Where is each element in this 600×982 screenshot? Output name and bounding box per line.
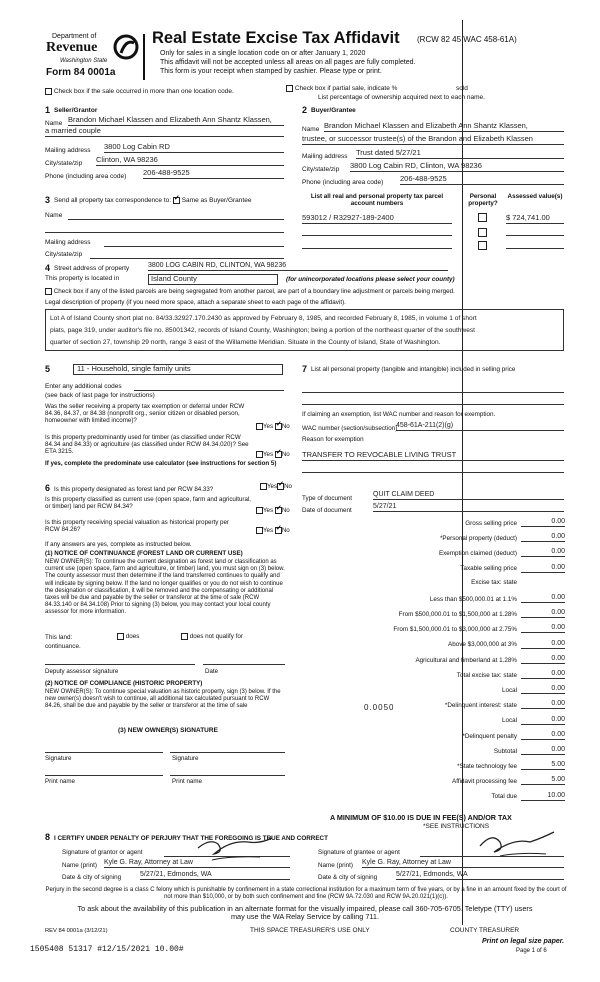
current-use-question: Is this property classified as current use (open space, farm and agricultural, or timber) land per RCW 84.34?: [45, 496, 252, 511]
county-select[interactable]: Island County: [148, 274, 278, 285]
tax-row: [300, 670, 565, 679]
deputy-date-label: Date: [205, 668, 219, 675]
seller-name-1[interactable]: Brandon Michael Klassen and Elizabeth Ann Shantz Klassen,: [68, 116, 284, 126]
seller-address-label: Mailing address: [45, 147, 91, 154]
tax-row-label: Gross selling price: [465, 519, 517, 527]
see-instructions-note: *SEE INSTRUCTIONS: [423, 823, 490, 830]
accessibility-notice: To ask about the availability of this publication in an alternate format for the visually impaired, please call 360-705-6705. Teletype (TTY) users may use the WA Relay Service by calling 711.: [77, 904, 533, 922]
additional-codes-field[interactable]: [134, 390, 284, 391]
parcel-field-3[interactable]: [302, 248, 452, 249]
s3-city-label: City/state/zip: [45, 251, 83, 258]
tax-row-value[interactable]: 0.00: [521, 746, 565, 755]
tax-row-label: From $500,000.01 to $1,500,000 at 1.28%: [398, 611, 517, 618]
dept-line: Department of: [52, 33, 97, 40]
certify-statement: I CERTIFY UNDER PENALTY OF PERJURY THAT THE FOREGOING IS TRUE AND CORRECT: [54, 835, 328, 842]
personal-property-field-1[interactable]: [302, 392, 564, 393]
tax-row: [300, 716, 565, 725]
tax-row-value[interactable]: 0.00: [521, 685, 565, 694]
grantee-name-label: Name (print): [318, 862, 353, 869]
tax-row-value[interactable]: 5.00: [521, 776, 565, 785]
segregation-label: Check box if any of the listed parcels are being segregated from another parcel, are part of a boundary line adjustment or parcels being merged.: [53, 288, 455, 296]
tax-row-label: Total excise tax: state: [456, 671, 517, 679]
q1-no-checkbox[interactable]: [275, 423, 282, 430]
yes-label: Yes: [263, 507, 274, 515]
notice1-body: NEW OWNER(S): To continue the current designation as forest land or classification as current use (open space, farm and agriculture, or timber) land, you must sign on (3) below. The county assessor must then determine if the land transferred continues to qualify and will indicate by signing below. If the land no longer qualifies or you do not wish to continue the designation or classification, it will be removed and the compensating or additional taxes will be due and payable by the seller or transferor at the time of sale (RCW 84.33.140 or 84.34.108) Prior to signing (3) below, you may contact your local county assessor for more information.: [45, 559, 285, 616]
print-legal-note: Print on legal size paper.: [482, 938, 565, 945]
segregation-checkbox[interactable]: [45, 288, 52, 295]
no-label: No: [281, 527, 290, 535]
additional-codes-label: Enter any additional codes: [45, 383, 122, 390]
buyer-heading: Buyer/Grantee: [311, 107, 356, 114]
tax-row: [300, 518, 565, 527]
does-label: does: [125, 633, 140, 641]
this-land-label: This land:: [45, 634, 73, 641]
assessed-value[interactable]: $ 724,741.00: [506, 214, 564, 224]
buyer-address-label: Mailing address: [302, 153, 348, 160]
tax-row-label: Local: [501, 717, 517, 725]
historic-question: Is this property receiving special valuation as historical property per RCW 84.26?: [45, 519, 229, 534]
no-label: No: [281, 451, 290, 459]
tax-row-value[interactable]: 0.00: [521, 700, 565, 709]
grantee-signature-label: Signature of grantee or agent: [318, 849, 400, 856]
grantor-signature-label: Signature of grantor or agent: [62, 849, 143, 856]
same-as-buyer-checkbox[interactable]: [173, 197, 180, 204]
exemption-reason[interactable]: TRANSFER TO REVOCABLE LIVING TRUST: [302, 451, 564, 461]
seller-phone-label: Phone (including area code): [45, 173, 127, 180]
tax-row-label: Exemption claimed (deduct): [438, 550, 517, 558]
document-type[interactable]: QUIT CLAIM DEED: [373, 491, 564, 500]
forest-no-checkbox[interactable]: [277, 483, 284, 490]
notice3-title: (3) NEW OWNER(S) SIGNATURE: [118, 727, 218, 734]
doc-type-label: Type of document: [302, 495, 353, 502]
legal-line-2: plats, page 319, under auditor's file no. 85001342, records of Island County, Washington; being a portion of the northeast quarter of the southwest: [50, 327, 475, 334]
reason-label: Reason for exemption: [302, 436, 364, 443]
legal-description-label: Legal description of property (if you need more space, attach a separate sheet to each page of the affidavit).: [45, 299, 346, 306]
tax-row: [300, 746, 565, 755]
no-label: No: [281, 423, 290, 431]
street-address-label: Street address of property: [54, 265, 130, 272]
tax-row-label: *State technology fee: [457, 763, 517, 770]
recording-stamp: 1505408 51317 #12/15/2021 10.00#: [30, 945, 184, 954]
tax-row-value[interactable]: 0.00: [521, 640, 565, 649]
no-label: No: [284, 483, 293, 491]
continuance-label: continuance.: [45, 643, 81, 650]
timber-note: If yes, complete the predominate use calculator (see instructions for section 5): [45, 460, 277, 467]
current-use-yes-checkbox[interactable]: [256, 507, 263, 514]
tax-row-label: Agricultural and timberland at 1.28%: [415, 656, 517, 664]
yes-label: Yes: [267, 483, 278, 491]
grantee-signature-image: [470, 826, 560, 860]
same-as-buyer-label: Same as Buyer/Grantee: [181, 197, 252, 205]
tax-row-value[interactable]: 0.00: [521, 548, 565, 557]
personal-property-field-2[interactable]: [302, 404, 564, 405]
tax-row-label: From $1,500,000.01 to $3,000,000 at 2.75%: [393, 626, 517, 634]
tax-row: [300, 640, 565, 649]
revenue-wordmark: Revenue: [46, 40, 98, 55]
buyer-phone[interactable]: 206-488-9525: [400, 175, 564, 185]
tax-row-value[interactable]: 10.00: [521, 792, 565, 801]
yes-label: Yes: [263, 451, 274, 459]
unincorporated-note: (for unincorporated locations please select your county): [286, 276, 455, 283]
checkbox[interactable]: [45, 88, 52, 95]
owner-signature-1[interactable]: [45, 752, 163, 753]
buyer-name-label: Name: [302, 126, 320, 133]
tax-row-value[interactable]: 0.00: [521, 731, 565, 740]
tax-row-label: Less than $500,000.01 at 1.1%: [429, 595, 517, 603]
minimum-fee-note: A MINIMUM OF $10.00 IS DUE IN FEE(S) AND/OR TAX: [330, 813, 512, 822]
checkbox[interactable]: [286, 85, 293, 92]
form-number: Form 84 0001a: [46, 67, 116, 78]
if-yes-note: If any answers are yes, complete as instructed below.: [45, 541, 192, 548]
rcw-reference: (RCW 82 45 WAC 458-61A): [417, 35, 517, 44]
s3-mailing-field[interactable]: [104, 246, 284, 247]
tax-row: [300, 761, 565, 770]
note-line-3: This form is your receipt when stamped by cashier. Please type or print.: [160, 68, 382, 75]
tax-row-value[interactable]: 0.00: [521, 609, 565, 618]
q1-yes-checkbox[interactable]: [256, 423, 263, 430]
sold-label: sold: [456, 85, 468, 92]
grantor-date[interactable]: 5/27/21, Edmonds, WA: [140, 871, 290, 880]
tax-row-value[interactable]: 0.00: [521, 624, 565, 633]
tax-row-value[interactable]: 0.00: [521, 564, 565, 573]
tax-row-label: Taxable selling price: [460, 565, 517, 573]
doc-date-label: Date of document: [302, 507, 352, 514]
seller-name-label: Name: [45, 120, 63, 127]
wac-number[interactable]: 458-61A-211(2)(g): [396, 422, 564, 431]
page-number: Page 1 of 6: [516, 948, 547, 954]
dor-logo-icon: [113, 34, 139, 60]
reason-field-2[interactable]: [302, 472, 564, 473]
tax-row-value[interactable]: 5.00: [521, 761, 565, 770]
does-checkbox[interactable]: [117, 633, 124, 640]
land-use-code-select[interactable]: 11 - Household, single family units: [73, 364, 283, 375]
tax-row: [300, 700, 565, 709]
legal-line-3: quarter of section 27, township 29 north, range 3 east of the Willamette Meridian. Situate in the County of Island, State of Washington.: [50, 339, 441, 346]
state-label: Washington State: [60, 58, 108, 64]
wac-label: WAC number (section/subsection): [302, 425, 398, 432]
seller-phone[interactable]: 206-488-9525: [143, 169, 284, 179]
print-name-label-2: Print name: [172, 778, 202, 785]
buyer-name-2[interactable]: trustee, or successor trustee(s) of the Brandon and Elizabeth Klassen: [302, 135, 564, 145]
buyer-name-1[interactable]: Brandon Michael Klassen and Elizabeth Ann Shantz Klassen,: [324, 122, 564, 132]
assessed-field-3[interactable]: [506, 248, 564, 249]
tax-row-value[interactable]: 0.00: [521, 594, 565, 603]
buyer-city-label: City/state/zip: [302, 166, 340, 173]
owner-signature-2[interactable]: [170, 752, 285, 753]
grantee-date[interactable]: 5/27/21, Edmonds, WA: [396, 871, 564, 880]
seller-heading: Seller/Grantor: [54, 107, 98, 114]
tax-row: [300, 792, 565, 801]
legal-description-box[interactable]: [45, 309, 564, 351]
partial-sale-check[interactable]: [286, 85, 397, 93]
deputy-signature-field[interactable]: [45, 664, 195, 665]
signature-label-1: Signature: [45, 755, 72, 762]
parcel-field-2[interactable]: [302, 235, 452, 236]
assessed-field-2[interactable]: [506, 235, 564, 236]
personal-col-header: Personal property?: [468, 193, 498, 208]
grantor-date-label: Date & city of signing: [62, 874, 122, 881]
assessed-col-header: Assessed value(s): [507, 193, 563, 200]
tax-row: [300, 624, 565, 633]
county-treasurer-label: COUNTY TREASURER: [450, 927, 520, 934]
perjury-notice: Perjury in the second degree is a class C felony which is punishable by confinement in a state correctional institution for a maximum term of five years, or by a fine in an amount fixed by the court of not more than $10,000, or by both such confinement and fine (RCW 9A.72.030 and RCW 9A.20.021(1)(c)).: [45, 887, 567, 901]
buyer-phone-label: Phone (including area code): [302, 179, 384, 186]
tax-row-label: Total due: [491, 793, 517, 801]
codes-note: (see back of last page for instructions): [45, 392, 155, 399]
notice1-title: (1) NOTICE OF CONTINUANCE (FOREST LAND OR CURRENT USE): [45, 550, 243, 557]
street-address[interactable]: 3800 LOG CABIN RD, CLINTON, WA 98236: [148, 262, 448, 271]
parcel-number[interactable]: 593012 / R32927-189-2400: [302, 214, 452, 224]
q2-no-checkbox[interactable]: [275, 451, 282, 458]
tax-row: [300, 548, 565, 557]
owner-print-2[interactable]: [170, 775, 285, 776]
seller-name-2[interactable]: a married couple: [45, 127, 284, 137]
tax-row: [300, 685, 565, 694]
tax-row-value[interactable]: 0.00: [521, 670, 565, 679]
tax-row-label: *Delinquent penalty: [462, 732, 517, 740]
list-percentage-note: List percentage of ownership acquired next to each name.: [318, 94, 485, 101]
tax-row: [300, 564, 565, 573]
tax-row-label: Subtotal: [493, 747, 517, 755]
tax-row-label: Affidavit processing fee: [452, 778, 517, 786]
tax-row-label: *Delinquent interest: state: [444, 702, 517, 710]
deputy-label: Deputy assessor signature: [45, 668, 119, 675]
grantor-name-label: Name (print): [62, 862, 97, 869]
tax-row: [300, 776, 565, 785]
personal-property-checkbox-3[interactable]: [478, 241, 487, 250]
notice2-body: NEW OWNER(S): To continue special valuation as historic property, sign (3) below. If the new owner(s) doesn't wish to continue, all additional tax calculated pursuant to RCW 84.26, shall be due and payable by the seller or transferor at the time of sale: [45, 689, 281, 710]
grantee-date-label: Date & city of signing: [318, 874, 378, 881]
note-line-2: This affidavit will not be accepted unless all areas on all pages are fully completed.: [160, 59, 416, 66]
treasurer-use-label: THIS SPACE TREASURER'S USE ONLY: [250, 927, 370, 934]
tax-row: [300, 533, 565, 542]
no-label: No: [281, 507, 290, 515]
tax-row-value[interactable]: 0.00: [521, 533, 565, 542]
owner-print-1[interactable]: [45, 775, 163, 776]
forest-yes-checkbox[interactable]: [260, 483, 267, 490]
timber-question: Is this property predominantly used for timber (as classified under RCW 84.34 and 84.33) or agriculture (as classified under RCW 84.34.020)? See ETA 3215.: [45, 434, 249, 456]
seller-city[interactable]: Clinton, WA 98236: [96, 156, 284, 166]
seller-address[interactable]: 3800 Log Cabin RD: [104, 143, 284, 153]
tax-row-value[interactable]: 0.00: [521, 518, 565, 527]
s3-city-field[interactable]: [90, 258, 284, 259]
forest-question: Is this property designated as forest land per RCW 84.33?: [54, 486, 214, 493]
s3-name-label: Name: [45, 212, 63, 219]
tax-row: [300, 594, 565, 603]
note-line-1: Only for sales in a single location code on or after January 1, 2020: [160, 50, 366, 57]
located-label: This property is located in: [45, 275, 120, 282]
page-title: Real Estate Excise Tax Affidavit: [152, 29, 400, 47]
tax-row-value[interactable]: 0.00: [521, 716, 565, 725]
historic-no-checkbox[interactable]: [275, 527, 282, 534]
exemption-question: Was the seller receiving a property tax exemption or deferral under RCW 84.36, 84.37, or 84.38 (nonprofit org., senior citizen or disabled person, homeowner with limited income)?: [45, 403, 245, 425]
does-not-label: does not qualify for: [189, 633, 243, 641]
grantee-name[interactable]: Kyle G. Ray, Attorney at Law: [362, 859, 564, 868]
tax-row-label: Excise tax: state: [471, 578, 517, 586]
does-not-checkbox[interactable]: [181, 633, 188, 640]
tax-row: [300, 609, 565, 618]
seller-city-label: City/state/zip: [45, 160, 83, 167]
tax-row-label: Local: [501, 687, 517, 694]
header-divider: [143, 34, 145, 80]
yes-label: Yes: [263, 527, 274, 535]
local-rate: 0.0050: [364, 703, 395, 712]
notice2-title: (2) NOTICE OF COMPLIANCE (HISTORIC PROPERTY): [45, 680, 203, 687]
s3-name-field-2[interactable]: [45, 232, 284, 233]
tax-row-label: Above $3,000,000 at 3%: [448, 641, 517, 649]
tax-row: [300, 655, 565, 664]
correspondence-label: Send all property tax correspondence to:: [54, 197, 172, 205]
revision-label: REV 84 0001a (3/12/21): [45, 928, 108, 934]
s3-mailing-label: Mailing address: [45, 239, 91, 246]
deputy-date-field[interactable]: [203, 664, 285, 665]
signature-label-2: Signature: [172, 755, 199, 762]
current-use-no-checkbox[interactable]: [275, 507, 282, 514]
print-name-label-1: Print name: [45, 778, 75, 785]
parcel-col-header: List all real and personal property tax parcel account numbers: [310, 193, 444, 208]
tax-row: [300, 579, 565, 586]
buyer-address[interactable]: Trust dated 5/27/21: [356, 149, 564, 159]
personal-property-checkbox-1[interactable]: [478, 213, 487, 222]
tax-row: [300, 731, 565, 740]
document-date[interactable]: 5/27/21: [373, 503, 564, 512]
buyer-city[interactable]: 3800 Log Cabin RD, Clinton, WA 98236: [350, 162, 564, 172]
personal-property-list-label: List all personal property (tangible and intangible) included in selling price: [311, 366, 516, 373]
yes-label: Yes: [263, 423, 274, 431]
tax-row-label: *Personal property (deduct): [439, 535, 517, 542]
multi-location-check[interactable]: [45, 88, 234, 96]
partial-sale-label: Check box if partial sale, indicate %: [294, 85, 398, 93]
personal-property-checkbox-2[interactable]: [478, 228, 487, 237]
tax-row-value[interactable]: 0.00: [521, 655, 565, 664]
exemption-label: If claiming an exemption, list WAC number and reason for exemption.: [302, 411, 496, 418]
legal-line-1: Lot A of Island County short plat no. 84/33.32927.170.2430 as approved by February 8, 1985, and recorded February 8, 1985, in volume 1 of short: [50, 315, 477, 322]
historic-yes-checkbox[interactable]: [256, 527, 263, 534]
multi-location-label: Check box if the sale occurred in more than one location code.: [53, 88, 234, 96]
grantor-name[interactable]: Kyle G. Ray, Attorney at Law: [104, 859, 290, 868]
q2-yes-checkbox[interactable]: [256, 451, 263, 458]
s3-name-field[interactable]: [68, 219, 284, 220]
